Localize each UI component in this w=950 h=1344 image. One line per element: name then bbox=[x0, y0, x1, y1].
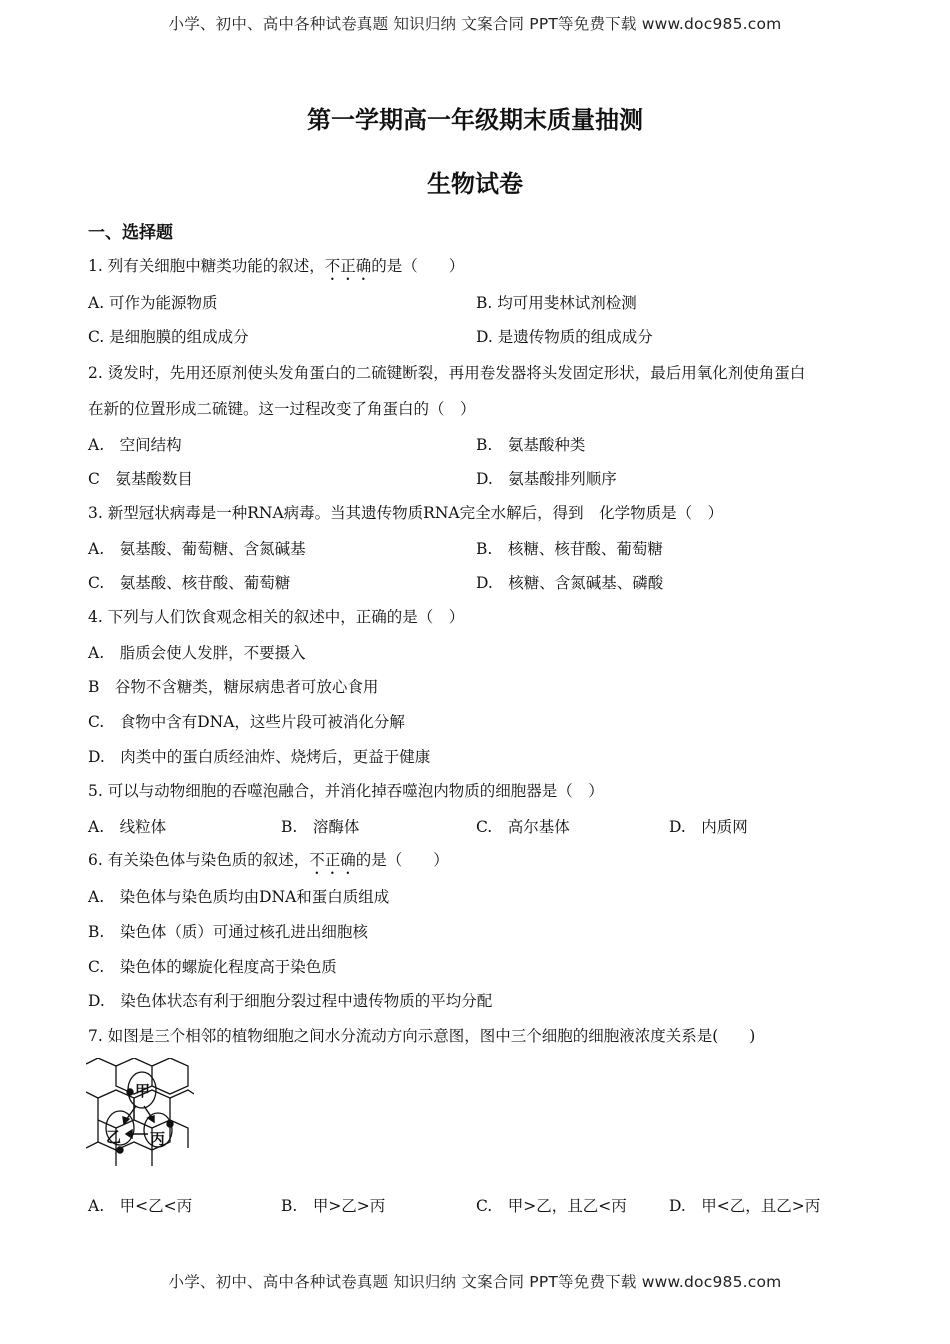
question-1-stem: 1. 列有关细胞中糖类功能的叙述，不正确的是（ ） bbox=[88, 257, 465, 275]
cell-outline-neighbor bbox=[152, 1058, 188, 1094]
question-1-option-c: C. 是细胞膜的组成成分 bbox=[88, 328, 249, 346]
question-1-option-a: A. 可作为能源物质 bbox=[88, 294, 218, 312]
question-4-option-a: A. 脂质会使人发胖，不要摄入 bbox=[88, 644, 306, 662]
question-6-option-c: C. 染色体的螺旋化程度高于染色质 bbox=[88, 958, 337, 976]
question-2-option-d: D. 氨基酸排列顺序 bbox=[476, 470, 617, 488]
cell-outline-neighbor bbox=[86, 1092, 98, 1098]
question-6-option-b: B. 染色体（质）可通过核孔进出细胞核 bbox=[88, 923, 368, 941]
emphasis-not-correct: 不正确 bbox=[309, 851, 356, 869]
question-7-option-d: D. 甲<乙，且乙>丙 bbox=[669, 1197, 821, 1215]
question-6-stem: 6. 有关染色体与染色质的叙述，不正确的是（ ） bbox=[88, 851, 449, 869]
cell-water-flow-diagram bbox=[86, 1058, 194, 1168]
question-7-option-c: C. 甲>乙，且乙<丙 bbox=[476, 1197, 627, 1215]
question-4-option-c: C. 食物中含有DNA，这些片段可被消化分解 bbox=[88, 713, 405, 731]
question-3-option-c: C. 氨基酸、核苷酸、葡萄糖 bbox=[88, 574, 291, 592]
question-7-option-a: A. 甲<乙<丙 bbox=[88, 1197, 193, 1215]
question-7-stem: 7. 如图是三个相邻的植物细胞之间水分流动方向示意图，图中三个细胞的细胞液浓度关系是( ) bbox=[88, 1027, 756, 1045]
exam-title: 第一学期高一年级期末质量抽测 bbox=[307, 105, 643, 134]
label-jia: 甲 bbox=[135, 1082, 151, 1100]
arrow-jia-to-bing bbox=[144, 1106, 152, 1118]
question-2-stem-line1: 2. 烫发时，先用还原剂使头发角蛋白的二硫键断裂，再用卷发器将头发固定形状，最后用氧化剂使角蛋白 bbox=[88, 364, 806, 382]
exam-subtitle: 生物试卷 bbox=[427, 169, 523, 198]
label-yi: 乙 bbox=[106, 1128, 122, 1146]
question-4-option-d: D. 肉类中的蛋白质经油炸、烧烤后，更益于健康 bbox=[88, 748, 431, 766]
arrowhead bbox=[126, 1130, 132, 1138]
question-6-option-a: A. 染色体与染色质均由DNA和蛋白质组成 bbox=[88, 888, 390, 906]
cell-nucleus-dot bbox=[127, 1089, 133, 1095]
question-1-option-d: D. 是遗传物质的组成成分 bbox=[476, 328, 653, 346]
question-4-stem: 4. 下列与人们饮食观念相关的叙述中，正确的是（ ） bbox=[88, 608, 465, 626]
question-3-option-a: A. 氨基酸、葡萄糖、含氮碱基 bbox=[88, 540, 306, 558]
question-4-option-b: B 谷物不含糖类，糖尿病患者可放心食用 bbox=[88, 678, 379, 696]
question-5-option-c: C. 高尔基体 bbox=[476, 818, 570, 836]
question-5-option-a: A. 线粒体 bbox=[88, 818, 167, 836]
question-5-option-b: B. 溶酶体 bbox=[281, 818, 360, 836]
question-2-option-c: C 氨基酸数目 bbox=[88, 470, 193, 488]
cell-outline-neighbor bbox=[170, 1090, 194, 1098]
footer-banner: 小学、初中、高中各种试卷真题 知识归纳 文案合同 PPT等免费下载 www.doc985.com bbox=[168, 1273, 782, 1291]
question-6-option-d: D. 染色体状态有利于细胞分裂过程中遗传物质的平均分配 bbox=[88, 992, 493, 1010]
question-5-stem: 5. 可以与动物细胞的吞噬泡融合，并消化掉吞噬泡内物质的细胞器是（ ） bbox=[88, 782, 604, 800]
cell-nucleus-dot bbox=[117, 1147, 123, 1153]
emphasis-not-correct: 不正确 bbox=[324, 257, 372, 275]
question-3-stem: 3. 新型冠状病毒是一种RNA病毒。当其遗传物质RNA完全水解后，得到 化学物质是（ ） bbox=[88, 504, 724, 522]
header-banner: 小学、初中、高中各种试卷真题 知识归纳 文案合同 PPT等免费下载 www.doc985.com bbox=[168, 15, 782, 33]
question-1-option-b: B. 均可用斐林试剂检测 bbox=[476, 294, 637, 312]
section-heading: 一、选择题 bbox=[88, 223, 173, 243]
cell-outline-neighbor bbox=[86, 1058, 116, 1066]
question-7-option-b: B. 甲>乙>丙 bbox=[281, 1197, 386, 1215]
question-3-option-b: B. 核糖、核苷酸、葡萄糖 bbox=[476, 540, 663, 558]
cell-nucleus-dot bbox=[167, 1121, 173, 1127]
question-2-option-b: B. 氨基酸种类 bbox=[476, 436, 586, 454]
label-bing: 丙 bbox=[150, 1130, 166, 1148]
plant-cell-hexagon-svg bbox=[86, 1058, 194, 1168]
question-3-option-d: D. 核糖、含氮碱基、磷酸 bbox=[476, 574, 664, 592]
question-5-option-d: D. 内质网 bbox=[669, 818, 748, 836]
question-2-stem-line2: 在新的位置形成二硫键。这一过程改变了角蛋白的（ ） bbox=[88, 400, 476, 418]
question-2-option-a: A. 空间结构 bbox=[88, 436, 182, 454]
